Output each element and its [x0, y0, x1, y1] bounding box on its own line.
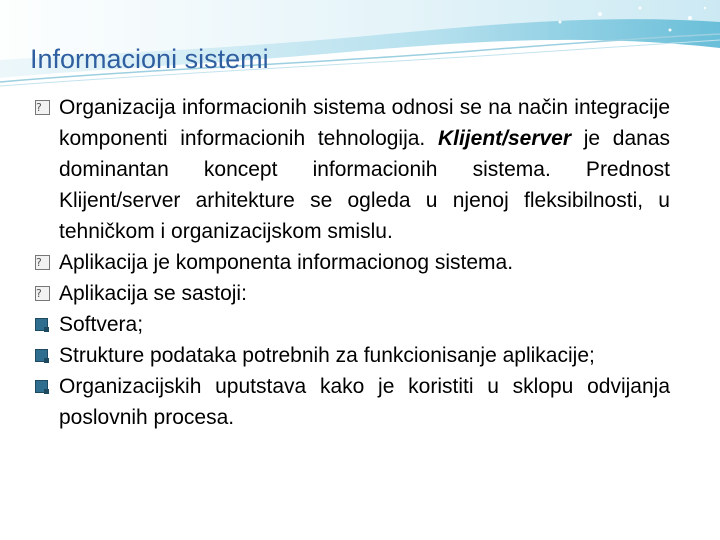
- sub-bullet-item: [34, 371, 670, 433]
- square-bullet-icon: [35, 349, 49, 363]
- bullet-list: [34, 92, 670, 433]
- bullet-item: [34, 92, 670, 247]
- unsupported-glyph-bullet-icon: ?: [35, 286, 50, 301]
- bullet-text: Aplikacija je komponenta informacionog sistema.: [59, 251, 514, 274]
- bullet-text: Organizacijskih uputstava kako je koristiti u sklopu odvijanja poslovnih procesa.: [59, 375, 670, 429]
- unsupported-glyph-bullet-icon: ?: [35, 100, 50, 115]
- sub-bullet-item: [34, 340, 670, 371]
- bullet-text: Softvera;: [59, 313, 144, 336]
- slide-title: Informacioni sistemi: [30, 44, 269, 74]
- square-bullet-icon: [35, 318, 49, 332]
- bullet-text-emphasis: Klijent/server: [437, 127, 572, 150]
- unsupported-glyph-bullet-icon: ?: [35, 255, 50, 270]
- bullet-text: Aplikacija se sastoji:: [59, 282, 247, 305]
- bullet-text: Strukture podataka potrebnih za funkcionisanje aplikacije;: [59, 344, 595, 367]
- bullet-text: Organizacija informacionih sistema odnosi se na način integracije komponenti informacionih tehnologija.: [59, 96, 670, 150]
- square-bullet-icon: [35, 380, 49, 394]
- bullet-text: je danas dominantan koncept informacionih sistema. Prednost Klijent/server arhitekture se ogleda u njenoj fleksibilnosti, u tehničkom i organizacijskom smislu.: [59, 127, 670, 243]
- bullet-item: [34, 247, 670, 278]
- sub-bullet-item: [34, 309, 670, 340]
- bullet-item: [34, 278, 670, 309]
